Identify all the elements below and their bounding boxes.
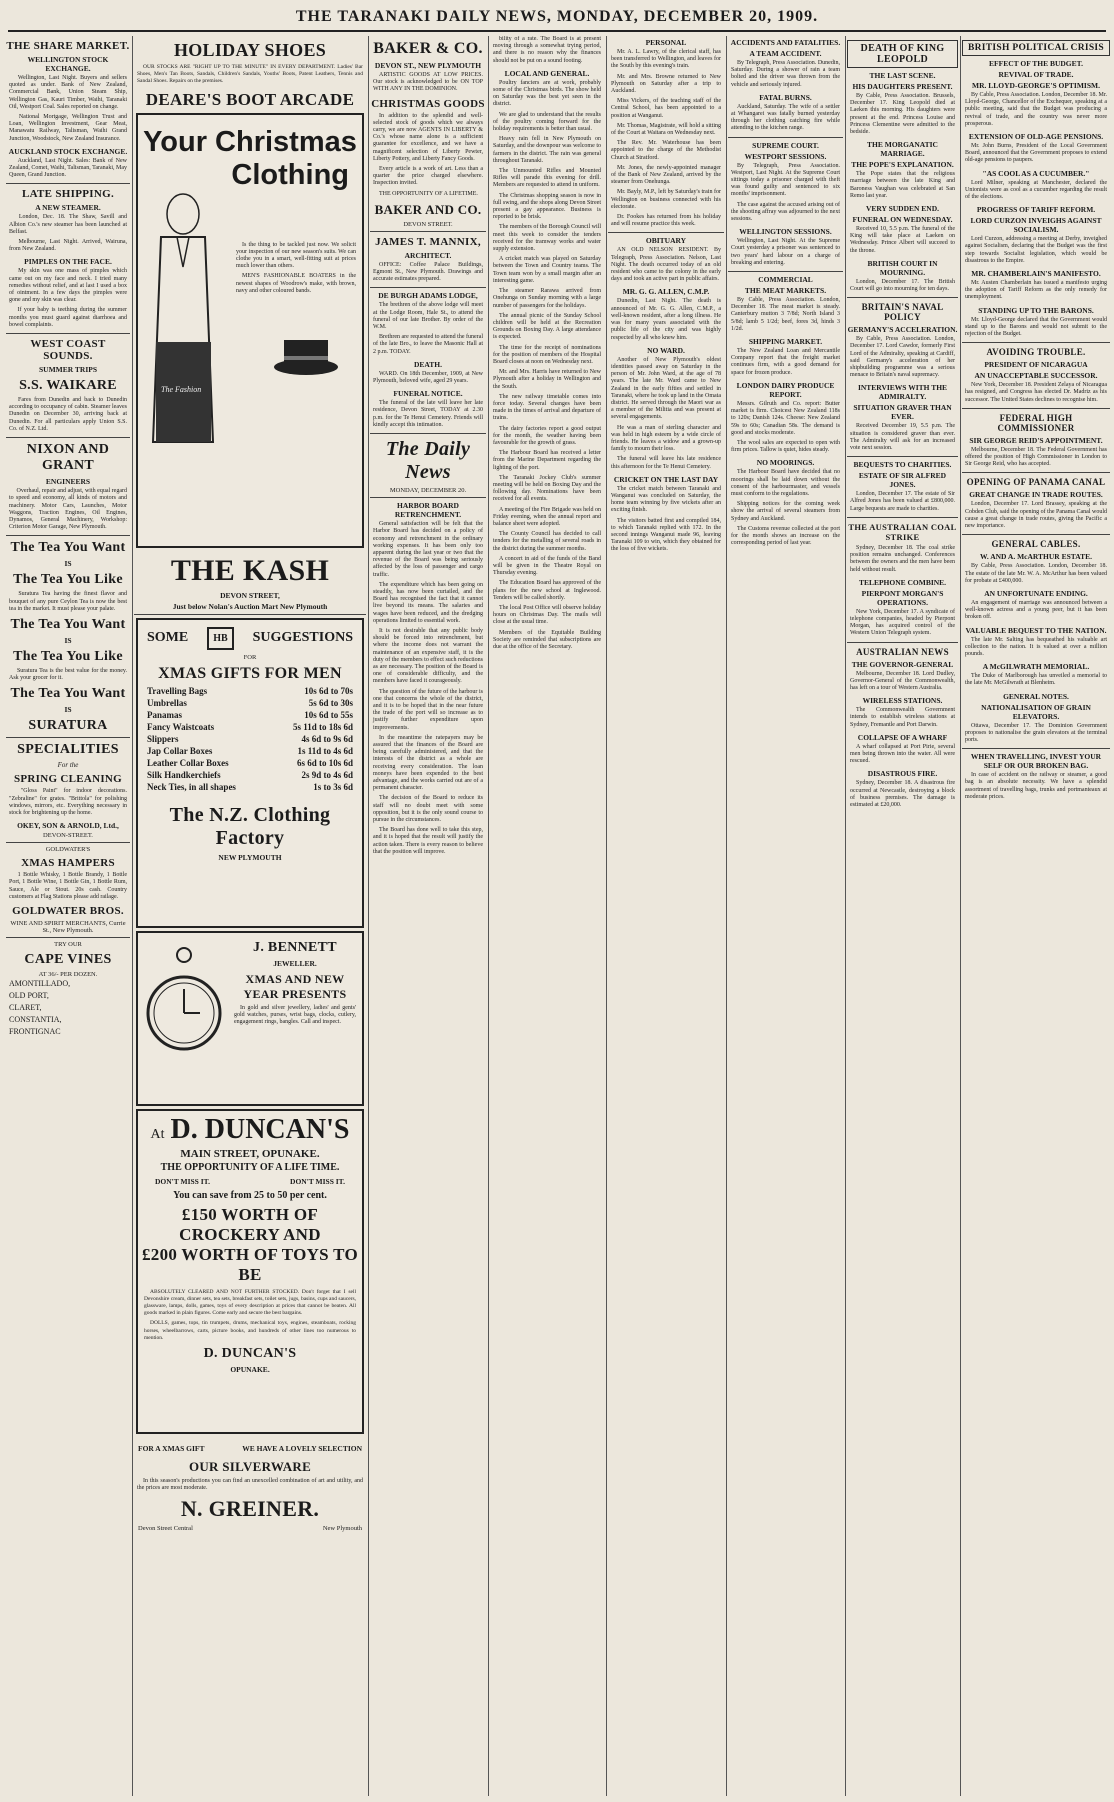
subheading: INTERVIEWS WITH THE ADMIRALTY. [857,383,948,402]
subheading: SIR GEORGE REID'S APPOINTMENT. [969,435,1103,445]
panama-canal-heading: OPENING OF PANAMA CANAL [966,477,1106,488]
ad-copy: In gold and silver jewellery, ladies' and gents' gold watches, purses, wrist bags, clocks, cutlery, engagement rings, bangles. Call and inspect. [234,1004,356,1026]
greiner-heading: N. GREINER. [180,1496,320,1522]
subheading: LORD CURZON INVEIGHS AGAINST SOCIALISM. [970,216,1102,235]
gift-item [147,758,353,768]
daily-news-title: The Daily News [385,438,471,484]
article-body: Melbourne, December 18. Lord Dudley, Governor-General of the Commonwealth, has left on a tour of Western Australia. [850,670,955,691]
column-5 [608,36,724,1796]
gift-item-price: 5s 11d to 18s 6d [292,721,353,732]
column-rule [132,36,133,1796]
australian-news-heading: AUSTRALIAN NEWS [856,646,949,657]
article-body: By Cable, Press Association. London, December 18. The estate of the late Mr. W. A. McArthur has been valued for probate at £400,000. [965,563,1107,584]
divider [962,748,1110,749]
lodge-heading: DE BURGH ADAMS LODGE, [378,291,478,301]
subheading: LONDON DAIRY PRODUCE REPORT. [736,380,835,399]
gift-item-price: 10s 6d to 70s [304,685,353,696]
tea-heading: The Tea You Want [10,686,126,702]
subheading: THE GOVERNOR-GENERAL [851,659,954,669]
ad-word: FOR [243,653,257,661]
article-body: London, December 17. The British Court will go into mourning for ten days. [850,278,955,293]
divider [847,517,958,518]
federal-commissioner-heading: FEDERAL HIGH COMMISSIONER [997,412,1075,433]
greiner-address: New Plymouth [322,1525,362,1533]
article-body: The Harbour Board have decided that no moorings shall be laid down without the consent of the harbourmaster, and vessels must conform to the regulations. Shipping notices for the coming week show the arrival of several steamers from Sydney and Auckland. The Customs revenue collected at the port for the month shows an increase on the corresponding period of last year. [731,469,840,547]
article-body: Melbourne, December 18. The Federal Government has offered the position of High Commissioner in London to Sir George Reid, who has accepted. [965,446,1107,468]
ship-name: S.S. WAIKARE [19,378,117,394]
subheading: EXTENSION OF OLD-AGE PENSIONS. [968,132,1104,142]
duncan-address: OPUNAKE. [230,1365,270,1375]
divider [847,456,958,457]
personal-heading: PERSONAL [645,38,687,47]
political-crisis-heading: BRITISH POLITICAL CRISIS [962,40,1110,56]
xmas-presents-heading: XMAS AND NEW YEAR PRESENTS [243,971,347,1001]
duncan-ad [136,1109,364,1434]
try-our: TRY OUR [54,940,82,948]
divider [6,437,130,438]
gift-item-price: 10s 6d to 55s [304,709,353,720]
specialities-heading: SPECIALITIES [17,742,119,758]
nz-clothing-heading: The N.Z. Clothing Factory [169,803,331,849]
article-body: Suratura Tea is the best value for the money. Ask your grocer for it. [9,667,127,682]
okey-address: DEVON-STREET. [43,832,93,840]
opportunity-line: THE OPPORTUNITY OF A LIFE TIME. [160,1161,340,1173]
article-body: New York, December 18. President Zelaya of Nicaragua has resigned, and Congress has elected Dr. Madriz as his successor. The United States declines to recognise him. [965,382,1107,403]
divider [728,137,843,138]
subheading: REVIVAL OF TRADE. [998,70,1074,79]
have-line: WE HAVE A LOVELY SELECTION [242,1443,362,1453]
article-body: AN OLD NELSON RESIDENT. By Telegraph, Press Association. Nelson, Last Night. The death occurred today of an old resident who came to the colony in the early days and took an active part in public affairs. [611,247,721,283]
column-1 [6,36,130,1796]
column-3 [370,36,486,1796]
article-body: An engagement of marriage was announced between a well-known actress and a young peer, but it has been broken off. [965,599,1107,621]
subheading: SUMMER TRIPS [39,365,97,375]
column-7 [847,36,958,1796]
article-body: Ottawa, December 17. The Dominion Government proposes to nationalise the grain elevators at the terminal ports. [965,722,1107,743]
subheading: FUNERAL ON WEDNESDAY. [852,215,953,225]
subheading: TELEPHONE COMBINE. [858,577,947,587]
ad-headline: Clothing [231,158,349,191]
wine-item: CLARET, [9,1002,42,1012]
article-body: Lord Milner, speaking at Manchester, declared the Unionists were as cool as a cucumber regarding the result of the elections. [965,179,1107,201]
obituary-heading: OBITUARY [645,236,687,246]
ad-word: SUGGESTIONS [252,630,353,646]
subheading: COLLAPSE OF A WHARF [857,732,948,742]
gift-item-name: Slippers [147,733,179,744]
subheading: VERY SUDDEN END. [865,204,939,214]
cape-vines-heading: CAPE VINES [24,951,112,967]
local-general-heading: LOCAL AND GENERAL. [504,68,590,78]
article-body: General satisfaction will be felt that the Harbor Board has decided on a policy of economy and retrenchment in the ordinary working expenses. It has been only too apparent during the last year or two that the revenue of the Board was being seriously affected by the loss of passenger and cargo traffic. The expenditure which has been going on steadily, has now been curtailed, and the Board has recognised the fact that it cannot live beyond its means. The salaries and wages have been reduced, and the dredging operations limited to essential work. It is not desirable that any public body should be forced into retrenchment, but where the income does not warrant the maintenance of an expensive staff, it is the duty of the members to effect such reductions as are necessary. The position of the Board is one of considerable difficulty, and the members have faced it courageously. The question of the future of the harbour is one that concerns the whole of the district, and it is to be hoped that in the near future the trade of the port will so increase as to justify further expenditure upon improvements. In the meantime the ratepayers may be assured that the finances of the Board are being carefully administered, and that the interests of the district as a whole are receiving every consideration. The loan moneys have been expended to the best advantage, and the works carried out are of a permanent character. The decision of the Board to reduce its staff will no doubt meet with some opposition, but it is the only sound course to pursue in the circumstances. The Board has done well to take this step, and it is hoped that the result will justify the action taken. There is every reason to believe that the position will improve. [373,521,483,855]
ad-copy: ABSOLUTELY CLEARED AND NOT FURTHER STOCKED. Don't forget that I sell Devonshire cream, dinner sets, tea sets, breakfast sets, toilet sets, jugs, basins, cups and saucers, glassware, lamps, dolls, games, toys of every description at prices that cannot be beaten. All goods marked in plain figures. Come early and secure the best bargains. DOLLS, games, tops, tin trumpets, drums, mechanical toys, engines, steamboats, rocking horses, wheelbarrows, carts, picture books, and hundreds of other lines too numerous to mention. [144,1288,356,1341]
tea-heading: The Tea You Want [10,616,126,632]
baker-heading: BAKER & CO. [373,40,483,57]
tea-heading: The Tea You Want [10,540,126,556]
subheading: FATAL BURNS. [759,92,812,102]
hampers-heading: XMAS HAMPERS [21,857,115,870]
subheading: AN UNACCEPTABLE SUCCESSOR. [974,371,1098,381]
subheading: PROGRESS OF TARIFF REFORM. [976,205,1096,215]
harbour-heading: HARBOR BOARD RETRENCHMENT. [394,501,462,520]
ad-copy: OFFICE: Coffee Palace Buildings, Egmont St., New Plymouth. Drawings and accurate estimates prepared. [373,261,483,283]
subheading: HIS DAUGHTERS PRESENT. [852,82,953,91]
subheading: MR. LLOYD-GEORGE'S OPTIMISM. [972,81,1100,90]
divider [6,535,130,536]
article-body: By Cable, Press Association. Brussels, December 17. King Leopold died at Laeken this morning. His daughters were present at the end. Princess Louise and Princess Clementine were admitted to the bedside. [850,93,955,136]
article-body: Mr. A. L. Lawry, of the clerical staff, has been transferred to Wellington, and leaves for the South by this evening's train. Mr. and Mrs. Browne returned to New Plymouth on Saturday after a trip to Auckland. Miss Vickers, of the teaching staff of the Central School, has been appointed to a position at Wanganui. Mr. Thomas, Magistrate, will hold a sitting of the Court at Waitara on Wednesday next. The Rev. Mr. Waterhouse has been appointed to the charge of the Methodist Church at Stratford. Mr. Jones, the newly-appointed manager of the Bank of New Zealand, arrived by the steamer from Onehunga. Mr. Bayly, M.P., left by Saturday's train for Wellington on business connected with his electorate. Dr. Fookes has returned from his holiday and will resume practice this week. [611,49,721,228]
gift-list [141,686,359,792]
column-6 [728,36,843,1796]
article-body: Mr. Austen Chamberlain has issued a manifesto urging the adoption of Tariff Reform as the only remedy for unemployment. [965,280,1107,301]
date-line: MONDAY, DECEMBER 20. [389,487,467,495]
masthead: THE TARANAKI DAILY NEWS, MONDAY, DECEMBER 20, 1909. [295,8,819,25]
divider [847,642,958,643]
obituary-name: MR. G. G. ALLEN, C.M.P. [622,287,710,297]
bequests-heading: BEQUESTS TO CHARITIES. [853,460,952,470]
subheading: PRESIDENT OF NICARAGUA [984,360,1088,370]
watch-icon [144,943,224,1073]
article-body: In case of accident on the railway or steamer, a good bag is an absolute necessity. We have a splendid assortment of travelling bags, trunks and portmanteaux at moderate prices. [965,772,1107,800]
accidents-heading: ACCIDENTS AND FATALITIES. [730,38,841,47]
subheading: AN UNFORTUNATE ENDING. [984,588,1088,598]
gift-item-price: 1s to 3s 6d [313,781,353,792]
supreme-court-heading: SUPREME COURT. [752,140,819,150]
article-body: A wharf collapsed at Port Pirie, several men being thrown into the water. All were rescued. [850,743,955,765]
no-ward-heading: NO WARD. [647,345,685,355]
bennett-ad [136,931,364,1106]
wine-item: FRONTIGNAC [9,1026,61,1036]
cricket-heading: CRICKET ON THE LAST DAY [613,474,719,484]
article-body: Suratura Tea having the finest flavor and bouquet of any pure Ceylon Tea is now the best tea in the market. It must please your palate. [9,591,127,612]
tea-is: IS [64,559,72,569]
article-body: By Cable, Press Association. London, December 18. Mr. Lloyd-George, Chancellor of the Exchequer, speaking at a public meeting, said that the Budget was producing a revival of trade, and the country was never more prosperous. [965,92,1107,127]
cape-price: AT 36/- PER DOZEN. [38,970,98,978]
subheading: A McGILWRATH MEMORIAL. [982,662,1090,672]
toys-line: £200 WORTH OF TOYS TO BE [141,1244,359,1284]
gift-item-name: Travelling Bags [147,685,208,696]
column-rule [726,36,727,1796]
article-body: Overhaul, repair and adjust, with equal regard to speed and economy, all kinds of motors and machinery. Motor Cars, Launches, Motor Waggons, Traction Engines, Oil Engines, Dynamos, General Machinery, Workshop: Criterion Motor Garage, New Plymouth. [9,488,127,531]
subheading: AUCKLAND STOCK EXCHANGE. [8,146,128,156]
baker-heading: BAKER AND CO. [374,201,482,217]
divider [847,297,958,298]
subheading: MR. CHAMBERLAIN'S MANIFESTO. [971,269,1101,279]
divider [370,433,486,434]
kash-address: DEVON STREET, [220,590,280,600]
christmas-goods-heading: CHRISTMAS GOODS [371,97,485,110]
wine-item: AMONTILLADO, [9,978,71,988]
late-shipping-heading: LATE SHIPPING. [21,188,114,201]
article-body: Wellington, Last Night. Buyers and sellers quoted as under. Bank of New Zealand, Commercial Bank, Union Steam Ship, Wellington Gas, Kauri Timber, Waihi, Taranaki Oil, Westport Coal. Sales reported on change. National Mortgage, Wellington Trust and Loan, Wellington Investment, Gear Meat, Manawatu Railway, Talisman, Waihi Grand Junction, Woodstock, New Zealand Insurance. [9,75,127,142]
death-heading: DEATH. [414,359,442,369]
subheading: VALUABLE BEQUEST TO THE NATION. [965,625,1107,635]
subheading: A NEW STEAMER. [35,203,101,213]
divider [962,408,1110,409]
gift-item-name: Leather Collar Boxes [147,757,229,768]
article-body: London, December 17. Lord Brassey, speaking at the Cobden Club, said the opening of the Panama Canal would cause a great change in trade routes, giving the Pacific a new importance. [965,501,1107,530]
christmas-clothing-ad [136,113,364,548]
svg-text:The Fashion: The Fashion [161,384,202,394]
article-body: By Cable, Press Association. London, December 17. Lord Cawdor, formerly First Lord of the Admiralty, speaking at Cardiff, said Germany's acceleration of her shipbuilding programme was a serious menace to Britain's naval supremacy. [850,336,955,379]
divider [962,534,1110,535]
goldwater-sub: WINE AND SPIRIT MERCHANTS, Currie St., New Plymouth. [10,919,126,934]
general-cables-heading: GENERAL CABLES. [991,539,1081,550]
subheading: W. AND A. McARTHUR ESTATE. [980,552,1092,562]
gift-item [147,710,353,720]
gift-item-price: 4s 6d to 9s 6d [301,733,353,744]
subheading: SITUATION GRAVER THAN EVER. [853,403,952,422]
divider [134,614,366,615]
kash-address: Just below Nolan's Auction Mart New Plymouth [172,601,328,611]
dont-miss: DON'T MISS IT. [290,1176,345,1186]
bennett-heading: J. BENNETT [253,939,337,955]
subheading: WIRELESS STATIONS. [862,696,943,706]
article-body: Messrs. Gilruth and Co. report: Butter market is firm. Choicest New Zealand 118s to 120s; Danish 124s. Cheese: New Zealand 59s to 60s; Canadian 58s. The demand is good and stocks moderate. The wool sales are expected to open with firm prices. Tallow is quiet, hides steady. [731,400,840,454]
article-body: My skin was one mass of pimples which came out on my face and neck. I tried many remedies without relief, and at last I used a box of ointment. In a few days the pimples were gone and my skin was clear. If your baby is teething during the summer months you must guard against diarrhoea and bowel complaints. [9,268,127,328]
share-market-heading: THE SHARE MARKET. [6,40,130,52]
commercial-heading: COMMERCIAL [758,275,813,285]
gift-item-price: 2s 9d to 4s 6d [301,769,353,780]
divider [608,232,724,233]
gift-item-price: 5s 6d to 30s [308,697,353,708]
xmas-gift-line: FOR A XMAS GIFT [138,1443,205,1453]
divider [6,333,130,334]
article-body: New York, December 17. A syndicate of telephone companies, headed by Pierpont Morgan, has acquired control of the Western Union Telegraph system. [850,608,955,637]
subheading: PIMPLES ON THE FACE. [24,257,112,267]
architect-label: ARCHITECT. [404,250,452,260]
holiday-shoes-heading: HOLIDAY SHOES [173,40,327,60]
subheading: EFFECT OF THE BUDGET. [989,59,1083,68]
ad-copy: In addition to the splendid and well-selected stock of goods which we always carry, we are now AGENTS IN LIBERTY & Co.'s whose name alone is a sufficient guarantee for excellence, and we have a magnificent selection of Liberty Pewter, Liberty Pottery, and Liberty Fancy Goods. Every article is a work of art. Less than a quarter the price charged elsewhere. Inspection invited. THE OPPORTUNITY OF A LIFETIME. [373,112,483,197]
crockery-line: £150 WORTH OF CROCKERY AND [179,1204,321,1244]
gift-item [147,686,353,696]
gift-item-name: Panamas [147,709,183,720]
article-body: Dunedin, Last Night. The death is announced of Mr. G. G. Allen, C.M.P., a well-known resident, after a long illness. He was for many years associated with the public life of the city and was highly respected by all who knew him. [611,298,721,341]
article-body: Sydney, December 18. The coal strike position remains unchanged. Conferences between the owners and the men have been held without result. [850,544,955,573]
tea-is: IS [64,635,72,645]
death-leopold-heading: DEATH OF KING LEOPOLD [847,40,958,68]
baker-address: DEVON STREET. [403,220,453,228]
subheading: WESTPORT SESSIONS. [744,151,827,161]
tea-heading: The Tea You Like [13,572,123,588]
save-line: You can save from 25 to 50 per cent. [173,1189,327,1201]
subheading: THE POPE'S EXPLANATION. [851,160,954,170]
gift-item-name: Umbrellas [147,697,187,708]
gift-item-price: 6s 6d to 10s 6d [296,757,353,768]
article-body: London, December 17. The estate of Sir Alfred Jones has been valued at £800,000. Large bequests are made to charities. [850,491,955,512]
article-body: Mr. John Burns, President of the Local Government Board, announced that the Government proposes to extend old-age pensions to paupers. [965,143,1107,164]
west-coast-heading: WEST COAST SOUNDS. [30,338,106,363]
notice-body: The brethren of the above lodge will meet at the Lodge Room, Hale St., to attend the funeral of our late Brother. By order of the W.M. Brethren are requested to attend the funeral of the late Bro., to leave the Masonic Hall at 2 p.m. TODAY. [373,302,483,355]
goldwater-small: GOLDWATER'S [45,846,91,854]
subheading: DISASTROUS FIRE. [867,769,938,779]
man-illustration [141,192,361,482]
baker-address: DEVON ST., NEW PLYMOUTH [374,61,482,70]
subheading: ENGINEERS [45,477,91,487]
xmas-gifts-heading: XMAS GIFTS FOR MEN [158,664,342,682]
subheading: SHIPPING MARKET. [748,337,823,347]
gift-item-name: Jap Collar Boxes [147,745,213,756]
subheading: GREAT CHANGE IN TRADE ROUTES. [969,490,1103,500]
avoiding-trouble-heading: AVOIDING TROUBLE. [986,347,1086,358]
nz-address: NEW PLYMOUTH [218,852,282,862]
article-body: Mr. Lloyd-George declared that the Government would stand up to the Barons and would not submit to the rejection of the Budget. [965,316,1107,338]
notice-body: The funeral of the late will leave her late residence, Devon Street, TODAY at 2.30 p.m. for the Te Henui Cemetery. Friends will kindly accept this intimation. [373,400,483,428]
dont-miss: DON'T MISS IT. [155,1176,210,1186]
subheading: BRITISH COURT IN MOURNING. [867,258,938,277]
subheading: "AS COOL AS A CUCUMBER." [982,168,1090,178]
ad-word: SOME [147,630,189,646]
column-rule [368,36,369,1796]
ad-word: At [150,1126,165,1142]
divider [6,937,130,938]
subheading: NATIONALISATION OF GRAIN ELEVATORS. [981,702,1091,721]
wine-item: CONSTANTIA, [9,1014,62,1024]
tea-heading: The Tea You Like [13,648,123,664]
subheading: GENERAL NOTES. [1003,691,1069,701]
article-body: The Commonwealth Government intends to establish wireless stations at Sydney, Fremantle and Port Darwin. [850,707,955,728]
gift-item [147,734,353,744]
subheading: A TEAM ACCIDENT. [749,49,822,58]
divider [962,472,1110,473]
gift-item [147,782,353,792]
kash-heading: THE KASH [170,553,330,587]
divider [370,287,486,288]
article-body: Poultry fanciers are at work, probably some of the Christmas birds. The show held on Saturday was the best yet seen in the district. We are glad to understand that the results of the poultry coming forward for the holiday requirements is better than usual. Heavy rain fell in New Plymouth on Saturday, and the downpour was welcome to farmers in the district. The rain was general throughout Taranaki. The Unmounted Rifles and Mounted Rifles will parade this evening for drill. Members are requested to attend in uniform. The Christmas shopping season is now in full swing, and the shops along Devon Street present a gay appearance. Business is reported to be brisk. The members of the Borough Council will meet this week to consider the tenders received for the tramway works and water supply extension. A cricket match was played on Saturday between the Town and Country teams. The Town team won by a small margin after an interesting game. The steamer Rarawa arrived from Onehunga on Sunday morning with a large number of passengers for the holidays. The annual picnic of the Sunday School children will be held at the Recreation Grounds on Boxing Day. A large attendance is expected. The time for the receipt of nominations for the position of members of the Hospital Board closes at noon on Wednesday next. Mr. and Mrs. Harris have returned to New Plymouth after a holiday in Wellington and the South. The new railway timetable comes into force today. Several changes have been made in the times of arrival and departure of trains. The dairy factories report a good output for the month, the weather having been favourable for the growth of grass. The Harbour Board has received a letter from the Marine Department regarding the lighting of the port. The Taranaki Jockey Club's summer meeting will be held on Boxing Day and the following day. Nominations have been received for all events. A meeting of the Fire Brigade was held on Friday evening, when the annual report and balance sheet were adopted. The County Council has decided to call tenders for the metalling of several roads in the district during the summer months. A concert in aid of the funds of the Band will be given in the Theatre Royal on Thursday evening. The Education Board has approved of the plans for the new school at Inglewood. Tenders will be called shortly. The local Post Office will observe holiday hours on Christmas Day. The mails will close at the usual time. Members of the Equitable Building Society are reminded that subscriptions are due at the office of the Secretary. [493,79,601,651]
divider [370,231,486,232]
subheading: WHEN TRAVELLING, INVEST YOUR SELF OR OUR BROKEN BAG. [970,752,1102,771]
article-body: OUR STOCKS ARE "RIGHT UP TO THE MINUTE" IN EVERY DEPARTMENT. Ladies' Bar Shoes, Men's Tan Boots, Sandals, Children's Sandals, Youths' Boots, Patent Leathers, Tennis and Sandal Shoes. Repairs on the premises. [137,64,363,85]
subheading: ESTATE OF SIR ALFRED JONES. [858,471,947,490]
silverware-heading: OUR SILVERWARE [188,1458,312,1474]
divider [370,497,486,498]
article-body: bility of a rate. The Board is at present moving through a somewhat trying period, and there is no reason why the finances should not be put on a sound footing. [493,36,601,64]
masthead-rule [8,30,1106,32]
column-rule [845,36,846,1796]
subheading: NO MOORINGS. [756,458,815,468]
column-4 [490,36,604,1796]
xmas-gifts-ad [136,618,364,928]
suratura-heading: SURATURA [28,718,108,734]
article-body: Received 10, 5.5 p.m. The funeral of the King will take place at Laeken on Wednesday. Prince Albert will succeed to the throne. [850,226,955,254]
notice-body: WARD. On 18th December, 1909, at New Plymouth, beloved wife, aged 29 years. [373,370,483,385]
gift-item-price: 1s 11d to 4s 6d [297,745,353,756]
article-body: By Cable, Press Association. London, December 18. The meat market is steady. Canterbury mutton 3 7/8d; North Island 3 5/8d; lamb 5 1/2d; beef, fores 3d, hinds 3 1/2d. [731,297,840,332]
gift-item [147,770,353,780]
subheading: GERMANY'S ACCELERATION. [847,325,958,335]
gift-item [147,722,353,732]
naval-policy-heading: BRITAIN'S NAVAL POLICY [861,302,944,323]
subheading: STANDING UP TO THE BARONS. [978,305,1094,315]
okey-heading: OKEY, SON & ARNOLD, Ltd., [17,821,119,831]
column-rule [606,36,607,1796]
article-body: Wellington, Last Night. At the Supreme Court yesterday a prisoner was sentenced to two years' hard labour on a charge of breaking and entering. [731,238,840,266]
goldwater-heading: GOLDWATER BROS. [12,904,124,917]
subheading: THE LAST SCENE. [869,71,936,80]
gift-item-name: Fancy Waistcoats [147,721,215,732]
article-body: Sydney, December 18. A disastrous fire occurred at Newcastle, destroying a block of business premises. The damage is estimated at £20,000. [850,780,955,808]
hb-logo-icon: HB [207,627,233,650]
article-body: Received December 19, 5.5 p.m. The situation is considered graver than ever. The Admiralty will ask for an increased vote next session. [850,423,955,452]
article-body: The late Mr. Salting has bequeathed his valuable art collection to the nation. It is valued at over a million pounds. [965,636,1107,657]
article-body: 1 Bottle Whisky, 1 Bottle Brandy, 1 Bottle Port, 1 Bottle Wine, 1 Bottle Gin, 1 Bottle Rum, Sauce, Ale or Stout. 20s cash. Country customers at Flag Stations please add railage. [9,872,127,900]
gift-item [147,746,353,756]
divider [6,737,130,738]
article-body: The Pope states that the religious marriage between the late King and Baroness Vaughan was celebrated at San Remo last year. [850,171,955,199]
gift-item-name: Neck Ties, in all shapes [147,781,236,792]
jeweller-label: JEWELLER. [273,958,317,968]
article-body: Fares from Dunedin and back to Dunedin according to occupancy of cabin. Steamer leaves Dunedin on December 30, arriving back at Dunedin. For all particulars apply Union S.S. Co. of N.Z. Ltd. [9,397,127,432]
article-body: "Gloss Paint" for indoor decorations. "Zebraline" for grates. "Brittola" for polishing windows, mirrors, etc. Everything necessary in stock for brightening up the home. [9,788,127,816]
funeral-heading: FUNERAL NOTICE. [393,389,463,399]
divider [6,842,130,843]
subheading: THE MEAT MARKETS. [744,286,827,296]
deare-heading: DEARE'S BOOT ARCADE [145,89,355,109]
subheading: WELLINGTON STOCK EXCHANGE. [27,55,109,73]
subheading: WELLINGTON SESSIONS. [739,227,832,237]
duncan-heading: D. DUNCAN'S [203,1346,297,1362]
ad-copy: ARTISTIC GOODS AT LOW PRICES. Our stock is acknowledged to be ON TOP WITH ANY IN THE DOMINION. [373,72,483,93]
coal-strike-heading: THE AUSTRALIAN COAL STRIKE [848,521,957,542]
article-body: Lord Curzon, addressing a meeting at Derby, inveighed against Socialism, declaring that the Budget was the first step towards Socialist legislation, which would be disastrous to the Empire. [965,236,1107,264]
subheading: THE MORGANATIC MARRIAGE. [867,140,938,159]
ad-headline: Your Christmas [143,125,357,158]
for-the: For the [57,761,79,770]
ad-copy: In this season's productions you can find an unexcelled combination of art and utility, and the prices are most moderate. [137,1477,363,1491]
duncan-address: MAIN STREET, OPUNAKE. [180,1147,320,1160]
divider [962,342,1110,343]
article-body: London, Dec. 18. The Shaw, Savill and Albion Co.'s new steamer has been launched at Belfast. Melbourne, Last Night. Arrived, Wairuna, from New Zealand. [9,214,127,253]
duncan-heading: D. DUNCAN'S [170,1113,350,1145]
divider [728,271,843,272]
nixon-grant-heading: NIXON AND GRANT [26,442,110,474]
greiner-address: Devon Street Central [138,1525,193,1533]
wine-list [9,978,127,1038]
article-body: Auckland, Last Night. Sales: Bank of New Zealand, Comet, Waihi, Talisman, Taranaki, May Queen, Grand Junction. [9,157,127,179]
ad-copy: Is the thing to be tackled just now. We solicit your inspection of our new season's suits. We can clothe you in a smart, well-fitting suit at prices much lower than others. MEN'S FASHIONABLE BOATERS in the newest shapes of Woodrow's make, with brown, navy and other coloured bands. [236,241,356,294]
column-2-ads [134,36,366,1796]
article-body: By Telegraph, Press Association. Dunedin, Saturday. During a shower of rain a team bolted and the driver was thrown from the vehicle and seriously injured. [731,60,840,88]
divider [6,183,130,184]
column-8 [962,36,1110,1796]
article-body: The cricket match between Taranaki and Wanganui was concluded on Saturday, the home team winning by five wickets after an exciting finish. The visitors batted first and compiled 184, to which Taranaki replied with 172. In the second innings Wanganui made 96, leaving Taranaki 109 to win, which they obtained for the loss of five wickets. [611,485,721,553]
article-body: The Duke of Marlborough has unveiled a memorial to the late Mr. McGilwrath at Blenheim. [965,673,1107,687]
subheading: PIERPONT MORGAN'S OPERATIONS. [861,588,944,607]
gift-item [147,698,353,708]
column-rule [960,36,961,1796]
article-body: The New Zealand Loan and Mercantile Company report that the freight market continues firm, with a good demand for space for frozen produce. [731,348,840,376]
article-body: Another of New Plymouth's oldest identities passed away on Saturday in the person of Mr. John Ward, at the age of 78 years. The late Mr. Ward came to New Zealand in the early fifties and settled in Taranaki, where he took up land in the Omata district. He served through the Maori war as a member of the Militia and was present at several engagements. He was a man of sterling character and was held in high esteem by a wide circle of friends. He leaves a widow and a grown-up family to mourn their loss. The funeral will leave his late residence this afternoon for the Te Henui Cemetery. [611,356,721,470]
article-body: Auckland, Saturday. The wife of a settler at Whangarei was fatally burned yesterday through her clothing catching fire while attending to the kitchen range. [731,103,840,132]
spring-cleaning-heading: SPRING CLEANING [13,773,123,786]
mannix-heading: JAMES T. MANNIX, [375,235,481,248]
article-body: By Telegraph, Press Association. Westport, Last Night. At the Supreme Court sittings today a prisoner charged with theft was found guilty and sentenced to six months' imprisonment. The case against the accused arising out of the shooting affray was adjourned to the next sessions. [731,162,840,223]
column-rule [488,36,489,1796]
wine-item: OLD PORT, [9,990,49,1000]
gift-item-name: Silk Handkerchiefs [147,769,221,780]
tea-is: IS [64,705,72,715]
